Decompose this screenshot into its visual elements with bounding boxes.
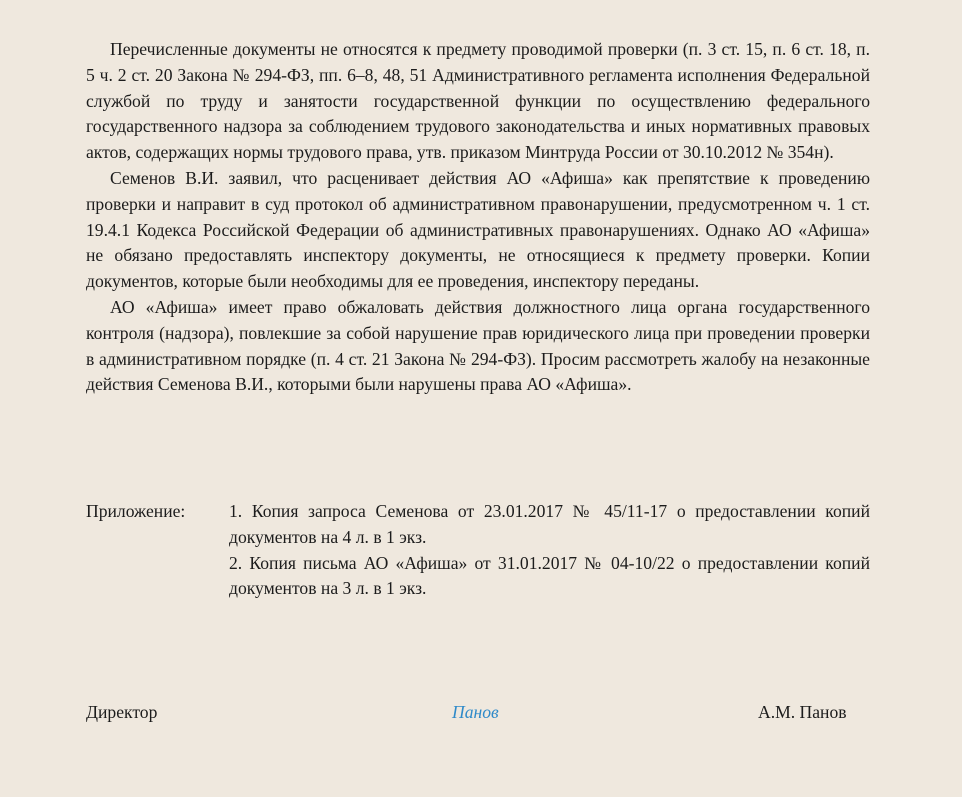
paragraph-documents-not-related: Перечисленные документы не относятся к предмету проводимой проверки (п. 3 ст. 15, п. 6 ст. 18, п. 5 ч. 2 ст. 20 Закона № 294-ФЗ, пп. 6–8, 48, 51 Административного регламента исполнения Федеральной службой по труду и занятости государственной функции по осуществлению федерального государственного надзора за соблюдением трудового законодательства и иных нормативных правовых актов, содержащих нормы трудового права, утв. приказом Минтруда России от 30.10.2012 № 354н). xyxy=(86,39,870,163)
attachments-list xyxy=(229,499,870,602)
paragraph-inspector-statement: Семенов В.И. заявил, что расценивает действия АО «Афиша» как препятствие к проведению проверки и направит в суд протокол об административном правонарушении, предусмотренном ч. 1 ст. 19.4.1 Кодекса Российской Федерации об административных правонарушениях. Однако АО «Афиша» не обязано предоставлять инспектору документы, не относящиеся к предмету проверки. Копии документов, которые были необходимы для ее проведения, инспектору переданы. xyxy=(86,167,870,292)
signature-block xyxy=(86,700,870,726)
handwritten-signature: Панов xyxy=(452,702,499,722)
attachment-item-2: 2. Копия письма АО «Афиша» от 31.01.2017 № 04-10/22 о предоставлении копий документов на 3 л. в 1 экз. xyxy=(229,552,870,599)
paragraph-appeal-request: АО «Афиша» имеет право обжаловать действия должностного лица органа государственного контроля (надзора), повлекшие за собой нарушение прав юридического лица при проведении проверки в административном порядке (п. 4 ст. 21 Закона № 294-ФЗ). Просим рассмотреть жалобу на незаконные действия Семенова В.И., которыми были нарушены права АО «Афиша». xyxy=(86,296,870,395)
signer-name: А.М. Панов xyxy=(758,702,847,722)
signer-position: Директор xyxy=(86,702,158,722)
attachment-item-1: 1. Копия запроса Семенова от 23.01.2017 № 45/11-17 о предоставлении копий документов на 4 л. в 1 экз. xyxy=(229,501,870,547)
document-body xyxy=(86,37,870,398)
attachments-label: Приложение: xyxy=(86,501,186,521)
